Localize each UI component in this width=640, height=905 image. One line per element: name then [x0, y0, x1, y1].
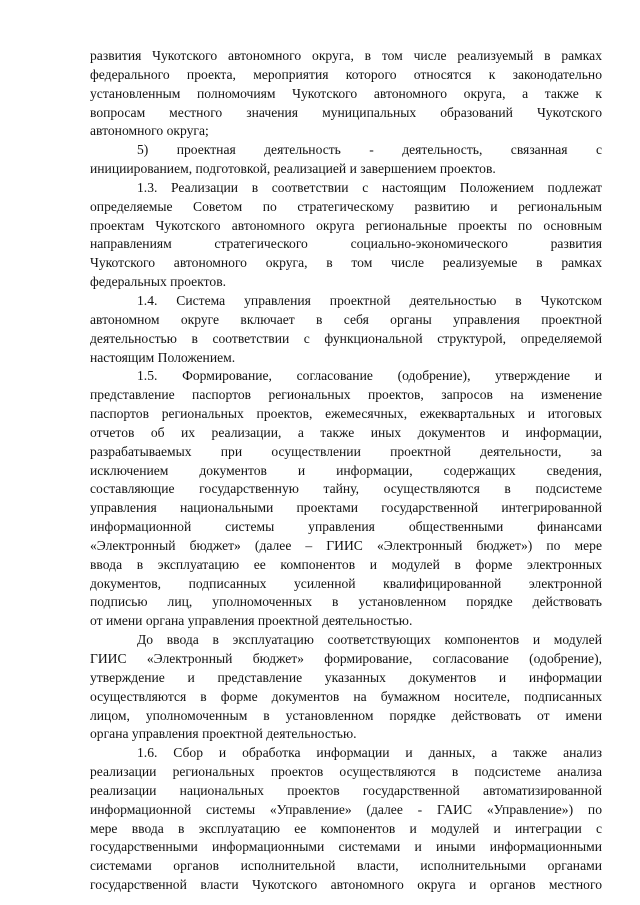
text-line: развития Чукотского автономного округа, в том числе реализуемый в рамках — [90, 48, 602, 63]
text-line: федеральных проектов. — [90, 274, 227, 290]
text-line: установленным полномочиям Чукотского автономного округа, а также к — [90, 85, 602, 101]
text-line: 5) проектная деятельность - деятельность, связанная с — [137, 142, 602, 158]
text-line: федерального проекта, мероприятия которого относятся к законодательно — [90, 66, 602, 82]
text-line: 1.6. Сбор и обработка информации и данных, а также анализ — [137, 745, 602, 761]
text-line: информационной системы «Управление» (далее - ГАИС «Управление») по — [90, 801, 602, 817]
text-line: определяемые Советом по стратегическому развитию и региональным — [90, 198, 602, 214]
text-line: автономного округа; — [90, 123, 209, 139]
text-line: управления национальными проектами государственной интегрированной — [90, 500, 602, 516]
text-line: государственной власти Чукотского автономного округа и органов местного — [90, 877, 602, 893]
text-line: представление паспортов региональных проектов, запросов на изменение — [90, 387, 602, 403]
document-body-text — [90, 47, 602, 895]
text-line: До ввода в эксплуатацию соответствующих компонентов и модулей — [137, 632, 602, 648]
text-line: системами органов исполнительной власти, исполнительными органами — [90, 858, 602, 874]
text-line: проектам Чукотского автономного округа региональные проекты по основным — [90, 217, 602, 233]
text-line: ГИИС «Электронный бюджет» формирование, согласование (одобрение), — [90, 651, 602, 666]
text-line: исключением документов и информации, содержащих сведения, — [90, 462, 602, 478]
text-line: 1.3. Реализации в соответствии с настоящим Положением подлежат — [137, 179, 602, 195]
text-line: лицом, уполномоченным в установленном порядке действовать от имени — [90, 707, 602, 723]
text-line: направлениям стратегического социально-экономического развития — [90, 236, 602, 252]
text-line: составляющие государственную тайну, осуществляются в подсистеме — [90, 481, 602, 497]
text-line: ввода в эксплуатацию ее компонентов и модулей в форме электронных — [90, 556, 602, 572]
text-line: реализации региональных проектов осуществляются в подсистеме анализа — [90, 764, 602, 780]
text-line: 1.5. Формирование, согласование (одобрение), утверждение и — [137, 368, 602, 384]
text-line: от имени органа управления проектной деятельностью. — [90, 613, 413, 629]
text-line: «Электронный бюджет» (далее – ГИИС «Электронный бюджет») по мере — [90, 537, 602, 553]
text-line: осуществляются в форме документов на бумажном носителе, подписанных — [90, 688, 602, 704]
text-line: 1.4. Система управления проектной деятельностью в Чукотском — [137, 292, 602, 308]
text-line: деятельностью в соответствии с функциональной структурой, определяемой — [90, 330, 602, 346]
text-line: реализации национальных проектов государственной автоматизированной — [90, 782, 602, 798]
text-line: отчетов об их реализации, а также иных документов и информации, — [90, 424, 602, 440]
text-line: паспортов региональных проектов, ежемесячных, ежеквартальных и итоговых — [90, 406, 602, 422]
text-line: разрабатываемых при осуществлении проектной деятельности, за — [90, 443, 602, 459]
text-line: Чукотского автономного округа, в том числе реализуемые в рамках — [90, 255, 602, 271]
text-line: инициированием, подготовкой, реализацией и завершением проектов. — [90, 161, 496, 177]
text-line: автономном округе включает в себя органы управления проектной — [90, 311, 602, 327]
text-line: информационной системы управления общественными финансами — [90, 519, 602, 535]
text-line: настоящим Положением. — [90, 349, 236, 365]
text-line: государственными информационными системами и иными информационными — [90, 839, 602, 855]
text-line: подписью лиц, уполномоченных в установленном порядке действовать — [90, 594, 602, 610]
text-line: мере ввода в эксплуатацию ее компонентов и модулей и интеграции с — [90, 820, 602, 836]
text-line: вопросам местного значения муниципальных образований Чукотского — [90, 104, 602, 120]
text-line: утверждение и представление указанных документов и информации — [90, 669, 602, 685]
text-line: документов, подписанных усиленной квалифицированной электронной — [90, 575, 602, 591]
text-line: органа управления проектной деятельностью. — [90, 726, 357, 742]
